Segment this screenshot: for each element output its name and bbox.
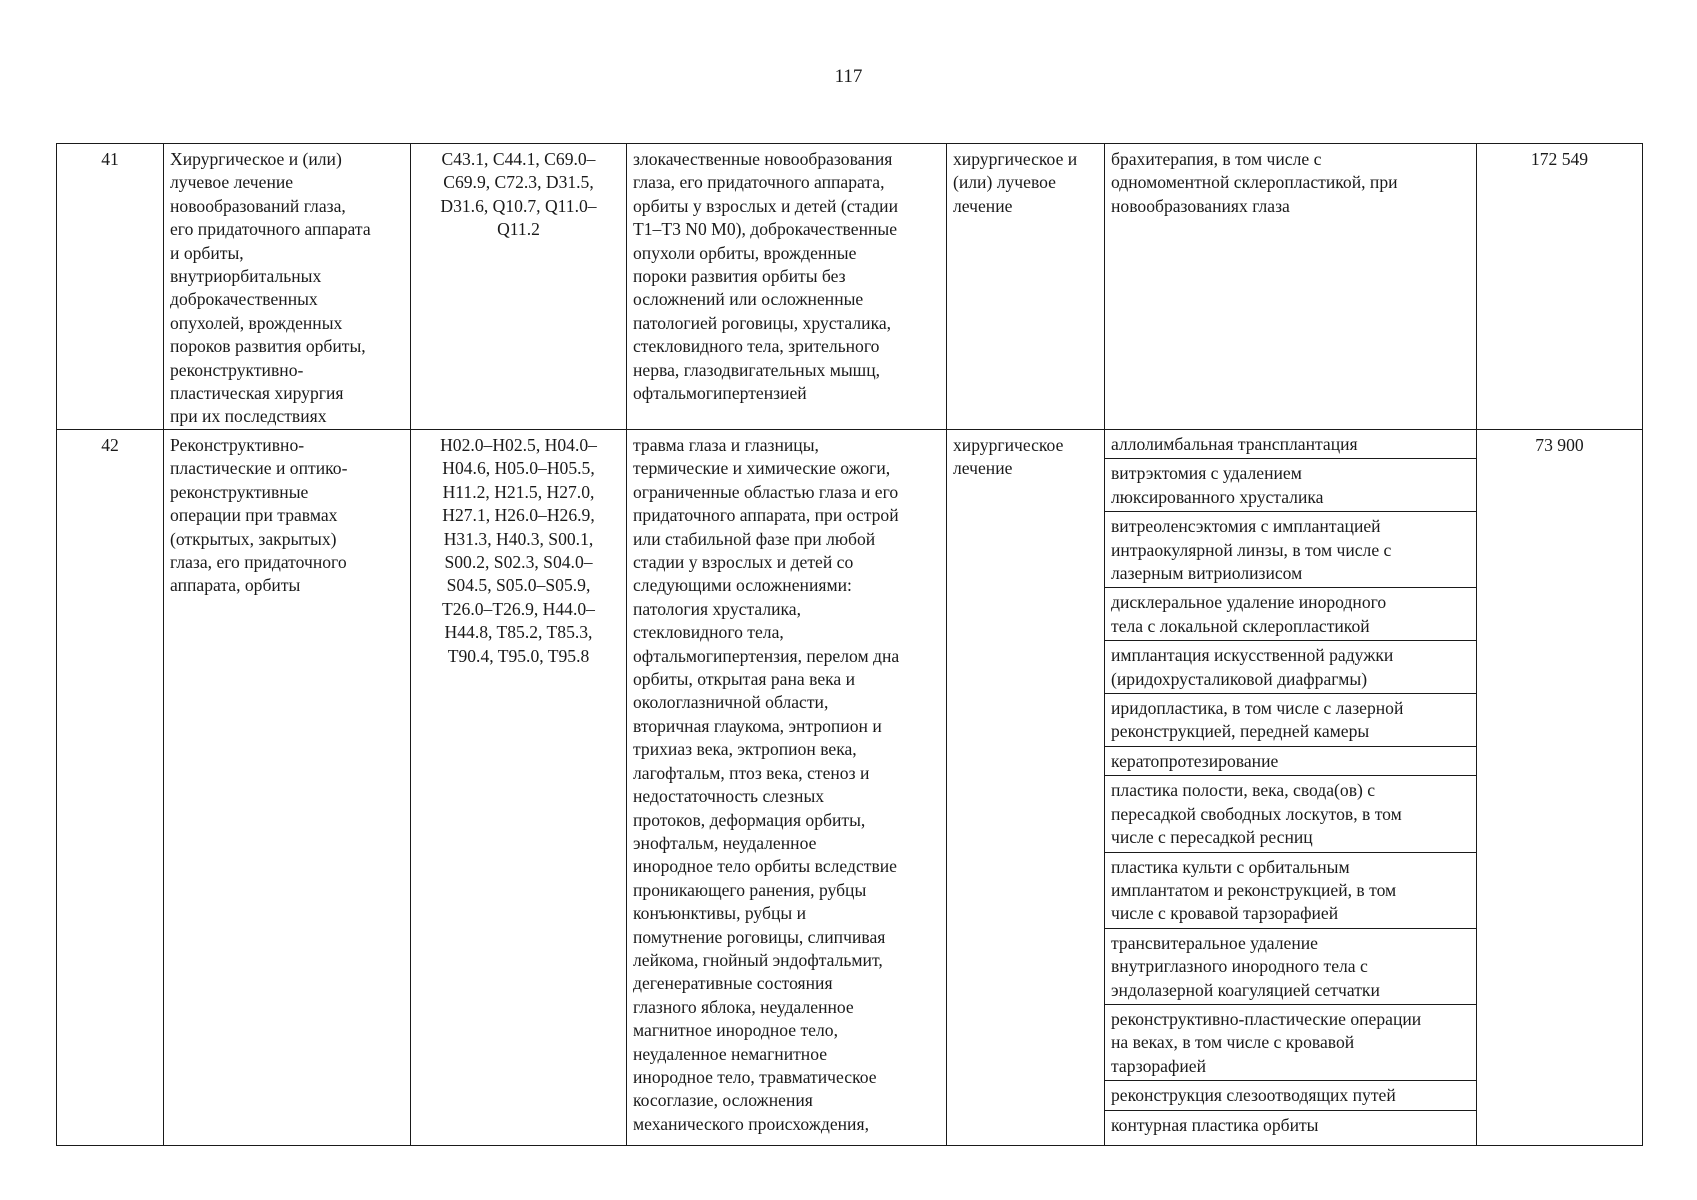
service-name: Хирургическое и (или) лучевое лечение новообразований глаза, его придаточного аппарата и орбиты, внутриорбитальных доброкачественных опухолей, врожденных пороков развития орбиты, реконструктивно- пластическая хирургия при их последствиях [164,144,411,430]
treatment-methods [1105,430,1477,1146]
cost-value: 73 900 [1477,430,1643,1146]
treatment-method: реконструкция слезоотводящих путей [1105,1081,1476,1110]
treatment-method: дисклеральное удаление инородного тела с локальной склеропластикой [1105,588,1476,641]
treatment-method: аллолимбальная трансплантация [1105,430,1476,459]
row-number: 41 [57,144,164,430]
row-number: 42 [57,430,164,1146]
services-table [56,143,1643,1146]
treatment-method: витреоленсэктомия с имплантацией интраокулярной линзы, в том числе с лазерным витриолизисом [1105,512,1476,588]
treatment-methods [1105,144,1477,430]
treatment-method: реконструктивно-пластические операции на веках, в том числе с кровавой тарзорафией [1105,1005,1476,1081]
icd-codes: C43.1, C44.1, C69.0– C69.9, C72.3, D31.5, D31.6, Q10.7, Q11.0– Q11.2 [411,144,627,430]
treatment-method: иридопластика, в том числе с лазерной реконструкцией, передней камеры [1105,694,1476,747]
treatment-method: имплантация искусственной радужки (иридохрусталиковой диафрагмы) [1105,641,1476,694]
treatment-type: хирургическое и (или) лучевое лечение [947,144,1105,430]
treatment-type: хирургическое лечение [947,430,1105,1146]
patient-model: злокачественные новообразования глаза, его придаточного аппарата, орбиты у взрослых и детей (стадии T1–T3 N0 M0), доброкачественные опухоли орбиты, врожденные пороки развития орбиты без осложнений или осложненные патологией роговицы, хрусталика, стекловидного тела, зрительного нерва, глазодвигательных мышц, офтальмогипертензией [627,144,947,430]
treatment-method: брахитерапия, в том числе с одномоментной склеропластикой, при новообразованиях глаза [1111,149,1398,216]
treatment-method: трансвитеральное удаление внутриглазного инородного тела с эндолазерной коагуляцией сетчатки [1105,929,1476,1005]
page-number: 117 [834,66,863,87]
table-row [57,144,1643,430]
icd-codes: H02.0–H02.5, H04.0– H04.6, H05.0–H05.5, H11.2, H21.5, H27.0, H27.1, H26.0–H26.9, H31.3, H40.3, S00.1, S00.2, S02.3, S04.0– S04.5, S05.0–S05.9, T26.0–T26.9, H44.0– H44.8, T85.2, T85.3, T90.4, T95.0, T95.8 [411,430,627,1146]
table-row [57,430,1643,1146]
treatment-method: пластика полости, века, свода(ов) с пересадкой свободных лоскутов, в том числе с пересадкой ресниц [1105,776,1476,852]
treatment-method: кератопротезирование [1105,747,1476,776]
treatment-method: витрэктомия с удалением люксированного хрусталика [1105,459,1476,512]
service-name: Реконструктивно- пластические и оптико- реконструктивные операции при травмах (открытых, закрытых) глаза, его придаточного аппарата, орбиты [164,430,411,1146]
cost-value: 172 549 [1477,144,1643,430]
treatment-method: контурная пластика орбиты [1111,1114,1319,1135]
patient-model: травма глаза и глазницы, термические и химические ожоги, ограниченные областью глаза и его придаточного аппарата, при острой или стабильной фазе при любой стадии у взрослых и детей со следующими осложнениями: патология хрусталика, стекловидного тела, офтальмогипертензия, перелом дна орбиты, открытая рана века и окологлазничной области, вторичная глаукома, энтропион и трихиаз века, эктропион века, лагофтальм, птоз века, стеноз и недостаточность слезных протоков, деформация орбиты, энофтальм, неудаленное инородное тело орбиты вследствие проникающего ранения, рубцы конъюнктивы, рубцы и помутнение роговицы, слипчивая лейкома, гнойный эндофтальмит, дегенеративные состояния глазного яблока, неудаленное магнитное инородное тело, неудаленное немагнитное инородное тело, травматическое косоглазие, осложнения механического происхождения, [627,430,947,1146]
treatment-method: пластика культи с орбитальным имплантатом и реконструкцией, в том числе с кровавой тарзорафией [1105,853,1476,929]
